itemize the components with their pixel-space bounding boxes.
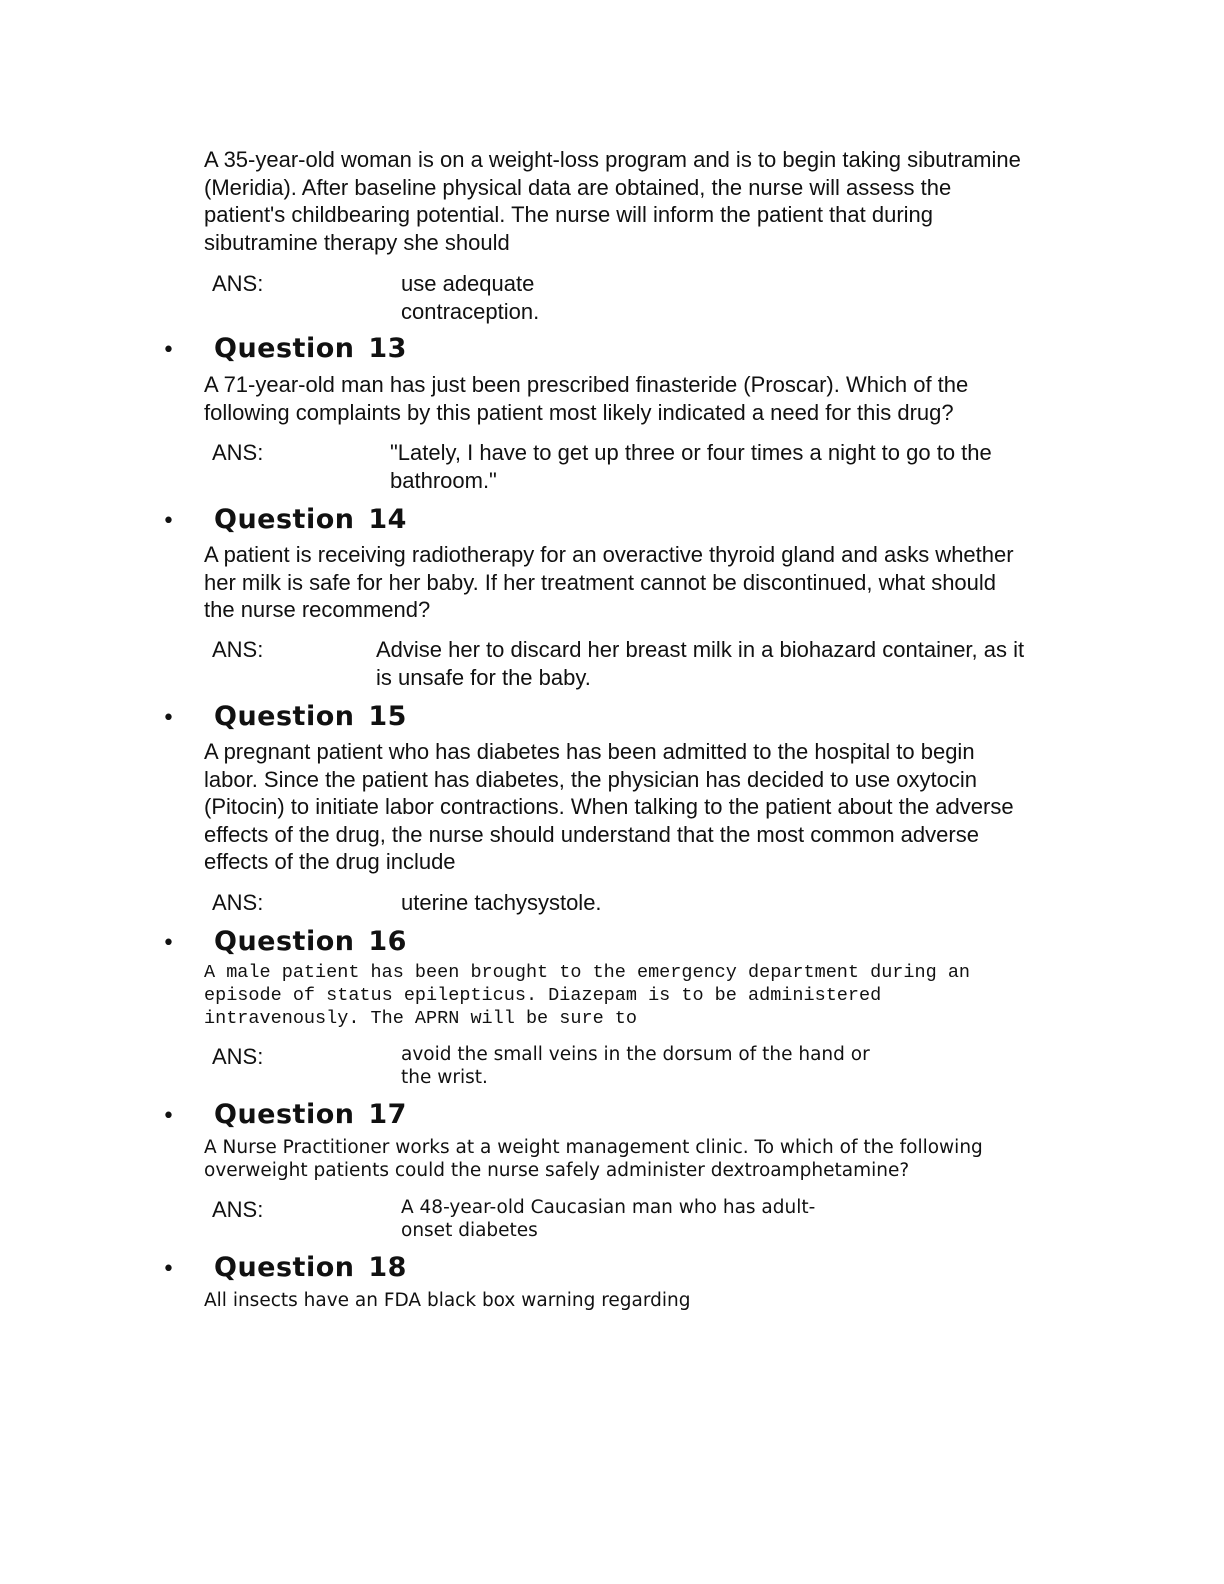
answer-text: avoid the small veins in the dorsum of the hand or the wrist. [401,1044,870,1088]
question-heading: Question 13 [214,333,407,364]
question-heading: Question 15 [214,701,407,732]
answer-text: Advise her to discard her breast milk in a biohazard container, as it is unsafe for the baby. [376,637,1025,690]
answer-text: use adequate contraception. [401,271,540,324]
ans-label: ANS: [212,637,264,662]
question-heading: Question 17 [214,1099,407,1130]
question-text: A 71-year-old man has just been prescribed finasteride (Proscar). Which of the following complaints by this patient most likely indicated a need for this drug? [204,372,969,425]
question-text: A pregnant patient who has diabetes has been admitted to the hospital to begin labor. Since the patient has diabetes, the physician has decided to use oxytocin (Pitocin) to initiate labor contractions. When talking to the patient about the adverse effects of the drug, the nurse should understand that the most common adverse effects of the drug include [204,739,1014,874]
question-text: All insects have an FDA black box warning regarding [204,1290,691,1311]
question-heading: Question 14 [214,504,407,535]
ans-label: ANS: [212,440,264,465]
question-text: A patient is receiving radiotherapy for an overactive thyroid gland and asks whether her milk is safe for her baby. If her treatment cannot be discontinued, what should the nurse recommend? [204,542,1014,622]
ans-label: ANS: [212,890,264,915]
answer-text: "Lately, I have to get up three or four times a night to go to the bathroom." [390,440,992,493]
bullet-icon: • [162,338,175,363]
bullet-icon: • [162,1257,175,1282]
question-text: A Nurse Practitioner works at a weight management clinic. To which of the following overweight patients could the nurse safely administer dextroamphetamine? [204,1137,983,1181]
ans-label: ANS: [212,1197,264,1222]
ans-label: ANS: [212,1044,264,1069]
question-text: A male patient has been brought to the emergency department during an episode of status epilepticus. Diazepam is to be administered intravenously. The APRN will be sure to [204,962,971,1029]
question-heading: Question 16 [214,926,407,957]
bullet-icon: • [162,1104,175,1129]
ans-label: ANS: [212,271,264,296]
bullet-icon: • [162,509,175,534]
question-text: A 35-year-old woman is on a weight-loss program and is to begin taking sibutramine (Meridia). After baseline physical data are obtained, the nurse will assess the patient's childbearing potential. The nurse will inform the patient that during sibutramine therapy she should [204,147,1021,255]
bullet-icon: • [162,931,175,956]
answer-text: A 48-year-old Caucasian man who has adult- onset diabetes [401,1197,816,1241]
bullet-icon: • [162,706,175,731]
answer-text: uterine tachysystole. [401,890,602,915]
question-heading: Question 18 [214,1252,407,1283]
